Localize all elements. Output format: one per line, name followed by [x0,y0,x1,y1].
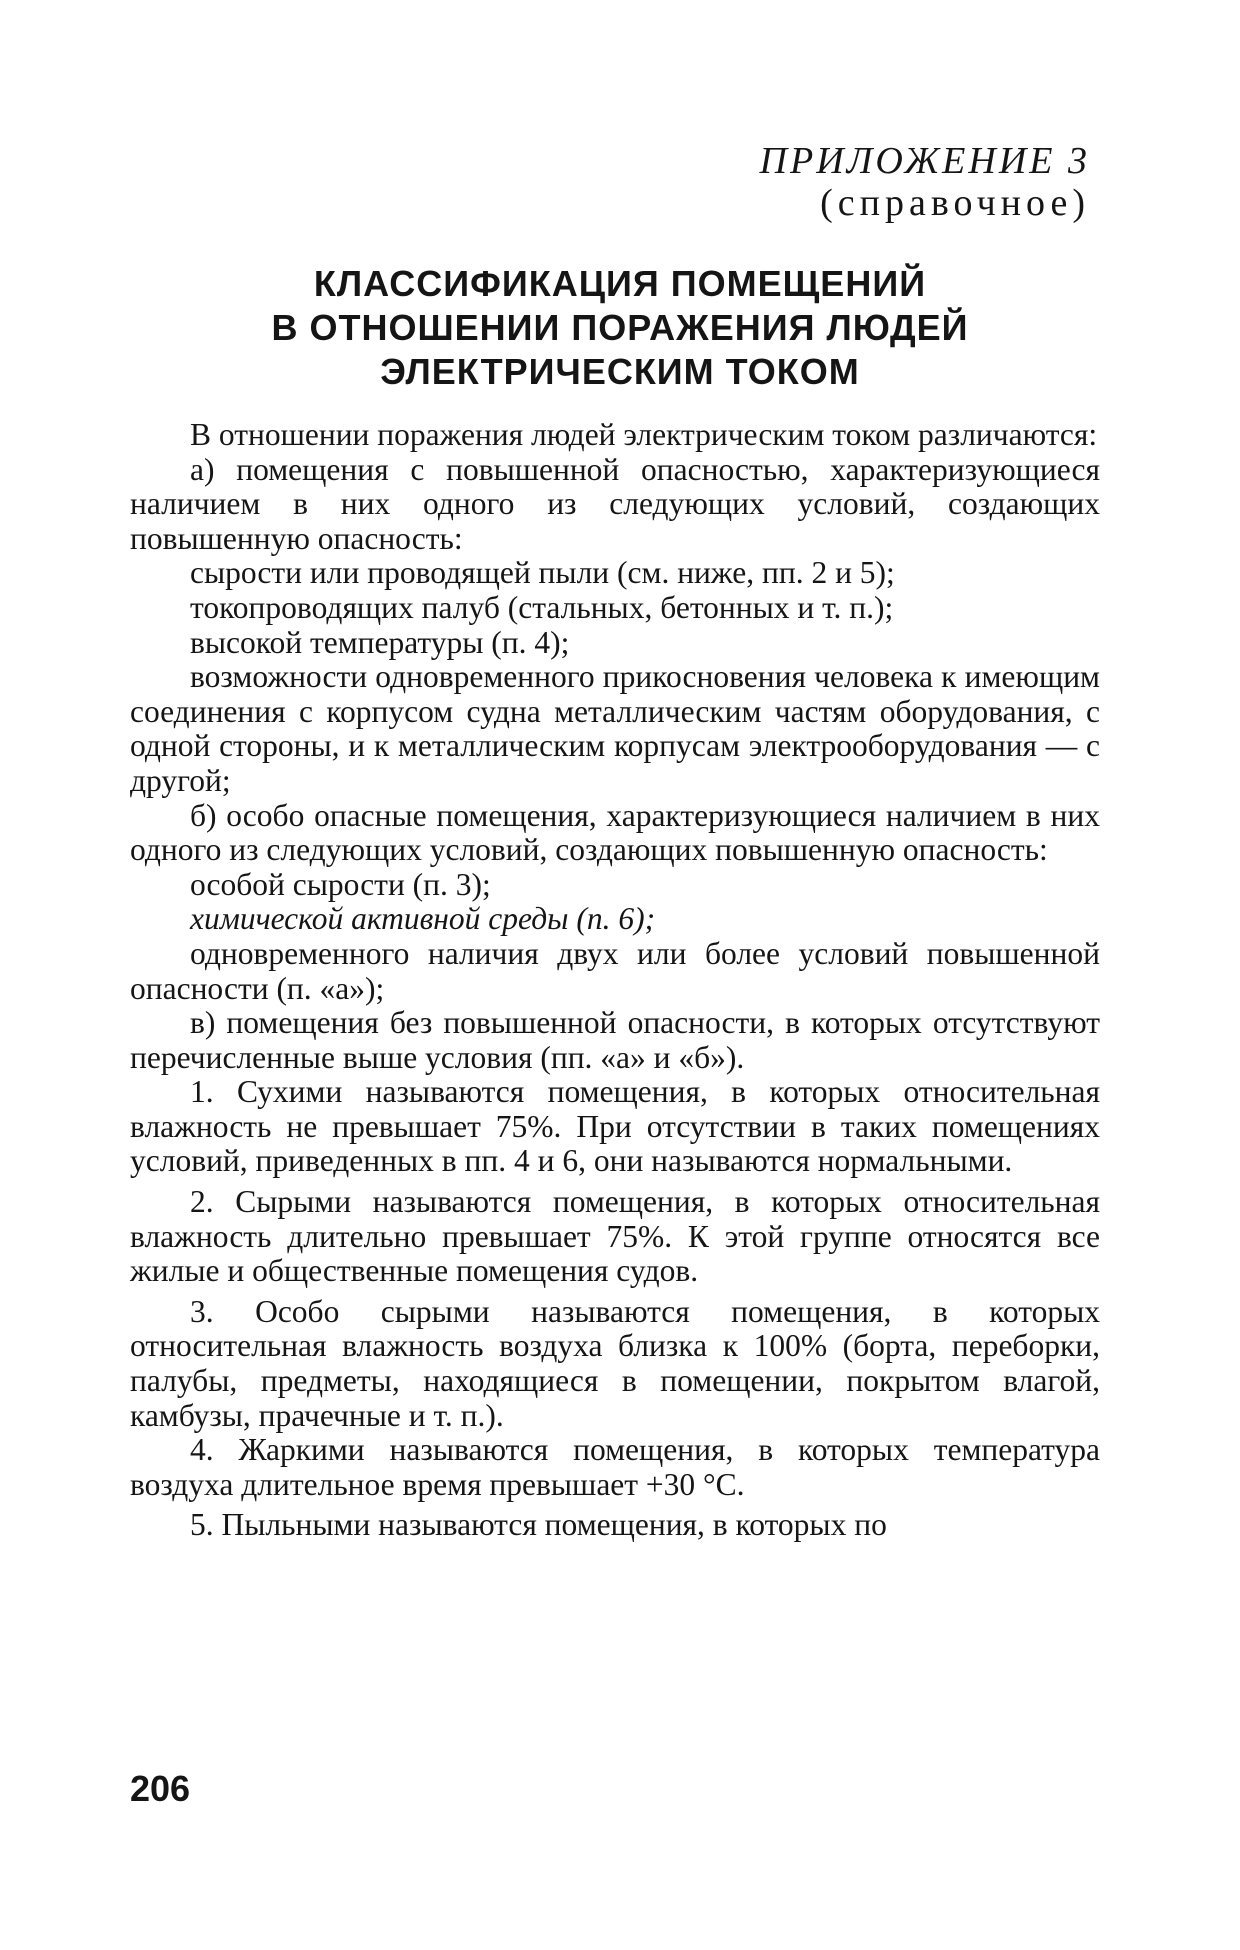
page-number: 206 [130,1768,191,1809]
appendix-title: ПРИЛОЖЕНИЕ 3 [759,140,1090,182]
paragraph-category-c: в) помещения без повышенной опасности, в которых отсутствуют перечисленные выше условия (пп. «а» и «б»). [130,1005,1100,1075]
condition-item: высокой температуры (п. 4); [190,624,570,660]
paragraph-intro: В отношении поражения людей электрическим током различаются: [190,417,1098,452]
paragraph-category-a: а) помещения с повышенной опасностью, характеризующиеся наличием в них одного из следующих условий, создающих повышенную опасность: [130,451,1100,556]
paragraph-definition-2: 2. Сырыми называются помещения, в которых относительная влажность длительно превышает 75%. К этой группе относятся все жилые и общественные помещения судов. [130,1184,1100,1289]
heading-line: В ОТНОШЕНИИ ПОРАЖЕНИЯ ЛЮДЕЙ [271,307,969,348]
condition-item: одновременного наличия двух или более условий повышенной опасности (п. «а»); [130,935,1100,1006]
condition-item: сырости или проводящей пыли (см. ниже, пп. 2 и 5); [190,555,895,591]
condition-item: токопроводящих палуб (стальных, бетонных и т. п.); [190,589,894,625]
paragraph-definition-1: 1. Сухими называются помещения, в которых относительная влажность не превышает 75%. При отсутствии в таких помещениях условий, приведенных в пп. 4 и 6, они называются нормальными. [130,1074,1100,1179]
heading-line: КЛАССИФИКАЦИЯ ПОМЕЩЕНИЙ [313,263,927,304]
body-text [130,418,1100,1543]
appendix-label [760,140,1090,224]
paragraph-definition-5: 5. Пыльными называются помещения, в которых по [190,1507,887,1543]
heading-line: ЭЛЕКТРИЧЕСКИМ ТОКОМ [380,351,860,392]
condition-item: химической активной среды (п. 6); [190,901,656,937]
appendix-subtitle: (справочное) [820,182,1090,224]
condition-item: особой сырости (п. 3); [190,866,491,902]
condition-item: возможности одновременного прикосновения человека к имеющим соединения с корпусом судна металлическим частям оборудования, с одной стороны, и к металлическим корпусам электрооборудования — с другой; [130,659,1100,798]
paragraph-category-b: б) особо опасные помещения, характеризующиеся наличием в них одного из следующих условий, создающих повышенную опасность: [130,797,1100,868]
paragraph-definition-4: 4. Жаркими называются помещения, в которых температура воздуха длительное время превышает +30 °С. [130,1432,1100,1502]
section-heading [130,262,1110,394]
paragraph-definition-3: 3. Особо сырыми называются помещения, в которых относительная влажность воздуха близка к 100% (борта, переборки, палубы, предметы, находящиеся в помещении, покрытом влагой, камбузы, прачечные и т. п.). [130,1293,1100,1433]
